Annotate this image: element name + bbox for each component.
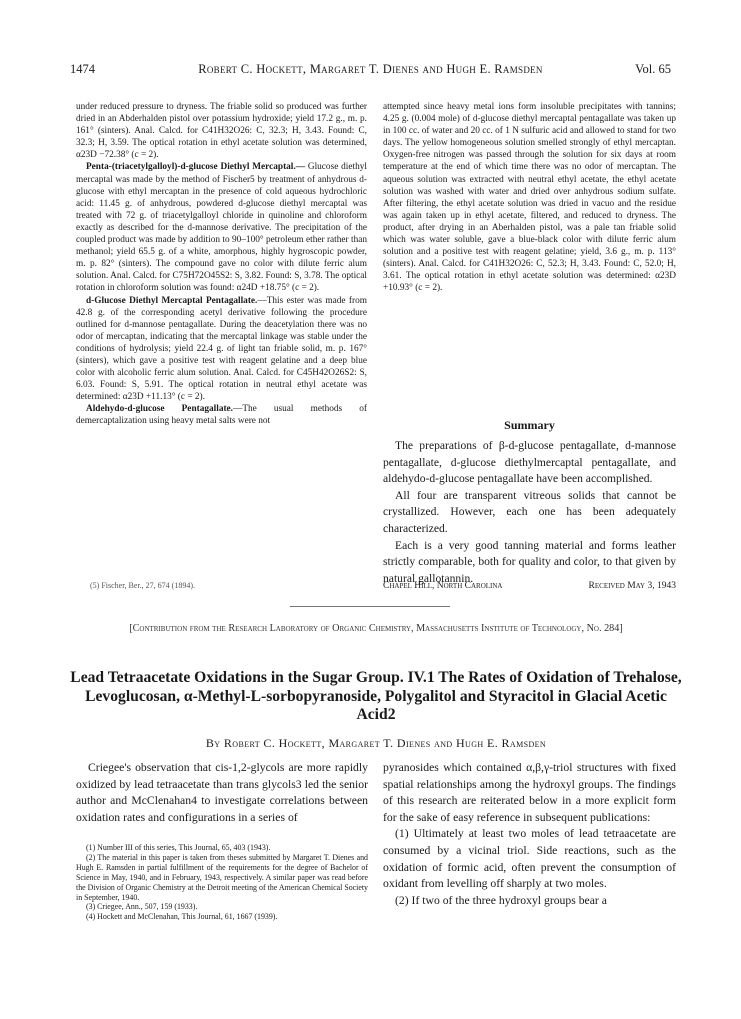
- footnote: (1) Number III of this series, This Journal, 65, 403 (1943).: [86, 843, 271, 852]
- paragraph-text: Glucose diethyl mercaptal was made by the method of Fischer5 by treatment of anhydrous d-glucose with ethyl mercaptan in the presence of cold aqueous hydrochloric acid: 11.45 g. of anhydrous, powdered d-glucose diethyl mercaptal was treated with 72 g. of triacetylgalloyl chloride in quinoline and chloroform exactly as described for the d-mannose derivative. The precipitation of the coupled product was made by addition to 90–100° petroleum ether rather than methanol; yield 65.5 g. of a white, amorphous, highly hygroscopic powder, m. p. 82° (sinters). The compound gave no color with dilute ferric alum solution. Anal. Calcd. for C75H72O45S2: S, 3.82. Found: S, 3.78. The optical rotation in chloroform solution was found: α24D +18.75° (c = 2).: [76, 162, 367, 294]
- running-authors: Robert C. Hockett, Margaret T. Dienes and Hugh E. Ramsden: [198, 62, 543, 76]
- summary-paragraph: All four are transparent vitreous solids that cannot be crystallized. However, each one has been adequately characterized.: [383, 488, 676, 535]
- running-header: [70, 62, 671, 78]
- left-column-top: [76, 101, 367, 428]
- section-heading: Penta-(triacetylgalloyl)-d-glucose Diethyl Mercaptal.—: [86, 162, 306, 173]
- right-column-top: [383, 101, 676, 295]
- volume-label: Vol. 65: [635, 62, 671, 76]
- paragraph: [76, 295, 367, 404]
- footnote: (5) Fischer, Ber., 27, 674 (1894).: [90, 581, 195, 590]
- paragraph: [76, 161, 367, 294]
- paragraph-text: —The usual methods of demercaptalization using heavy metal salts were not: [76, 404, 367, 427]
- footnote: (4) Hockett and McClenahan, This Journal, 61, 1667 (1939).: [86, 912, 278, 922]
- body-right-column: [383, 760, 676, 909]
- paragraph: (1) Ultimately at least two moles of lead tetraacetate are consumed by a vicinal triol. Side reactions, such as the oxidation of formic acid, often prevent the consumption of oxidant from levelling off sharply at two moles.: [383, 827, 676, 891]
- summary-heading: Summary: [504, 418, 555, 432]
- paragraph: (2) If two of the three hydroxyl groups bear a: [395, 893, 607, 907]
- footnote: (2) The material in this paper is taken from theses submitted by Margaret T. Dienes and Hugh E. Ramsden in partial fulfillment of the requirements for the degree of Bachelor of Science in May, 1940, and in February, 1943, respectively. A similar paper was read before the Division of Organic Chemistry at the Detroit meeting of the American Chemical Society in September, 1940.: [76, 852, 368, 902]
- summary-section: [383, 438, 676, 587]
- body-left-column: [76, 760, 368, 826]
- paragraph: attempted since heavy metal ions form insoluble precipitates with tannins; 4.25 g. (0.004 mole) of d-glucose diethyl mercaptal pentagallate was taken up in 100 cc. of water and 20 cc. of 1 N sulfuric acid and allowed to stand for two days. The yellow homogeneous solution smelled strongly of ethyl mercaptan. Oxygen-free nitrogen was passed through the solution for six days at room temperature at the end of which time there was no odor of mercaptan. The aqueous solution was extracted with neutral ethyl acetate, the ethyl acetate solution was washed with water and dried over anhydrous sodium sulfate. After filtering, the ethyl acetate solution was dried in vacuo and the residue was again taken up in ethyl acetate, filtered, and reduced to dryness. The product, after drying in an Aberhalden pistol, was a pale tan friable solid which was water soluble, gave a blue-black color with dilute ferric alum solution and a positive test with reagent gelatine; yield, 3.6 g., m. p. 113° (sinters). Anal. Calcd. for C41H32O26: C, 52.3; H, 3.43. Found: C, 52.0; H, 3.61. The optical rotation in ethyl acetate solution was determined: α23D +10.93° (c = 2).: [383, 102, 676, 294]
- received-date: Received May 3, 1943: [588, 581, 676, 591]
- section-heading: Aldehydo-d-glucose Pentagallate.: [86, 404, 234, 415]
- summary-paragraph: The preparations of β-d-glucose pentagallate, d-mannose pentagallate, d-glucose diethylmercaptal pentagallate, and aldehydo-d-glucose pentagallate have been accomplished.: [383, 439, 676, 486]
- paragraph: Criegee's observation that cis-1,2-glycols are more rapidly oxidized by lead tetraacetate than trans glycols3 led the senior author and McClenahan4 to investigate correlations between oxidation rates and configurations in a series of: [76, 761, 368, 824]
- place: Chapel Hill, North Carolina: [383, 581, 503, 591]
- paragraph: under reduced pressure to dryness. The friable solid so produced was further dried in an Abderhalden pistol over potassium hydroxide; yield 17.2 g., m. p. 161° (sinters). Anal. Calcd. for C41H32O26: C, 32.3; H, 3.43. Found: C, 32.3; H, 3.59. The optical rotation in ethyl acetate solution was determined, α23D −72.38° (c = 2).: [76, 102, 367, 161]
- footnote: (3) Criegee, Ann., 507, 159 (1933).: [86, 902, 198, 912]
- footnotes: [76, 843, 368, 922]
- article-title: Lead Tetraacetate Oxidations in the Sugar Group. IV.1 The Rates of Oxidation of Trehalose, Levoglucosan, α-Methyl-L-sorbopyranoside, Polygalitol and Styracitol in Glacial Acetic Acid2: [70, 669, 682, 723]
- paragraph-text: —This ester was made from 42.8 g. of the corresponding acetyl derivative following the procedure outlined for d-mannose pentagallate. During the deacetylation there was no odor of mercaptan, indicating that the mercaptal linkage was stable under the conditions of hydrolysis; yield 22.4 g. of light tan friable solid, m. p. 167° (sinters), which gave a positive test with reagent gelatine and a deep blue color with alcoholic ferric alum solution. Anal. Calcd. for C45H42O26S2: S, 6.03. Found: S, 5.91. The optical rotation in neutral ethyl acetate was determined: α23D +11.13° (c = 2).: [76, 295, 367, 403]
- contribution-note: [Contribution from the Research Laboratory of Organic Chemistry, Massachusetts Institute of Technology, No. 284]: [129, 623, 623, 634]
- page-number: 1474: [70, 62, 95, 76]
- paragraph: pyranosides which contained α,β,γ-triol structures with fixed spatial relationships among the hydroxyl groups. The findings of this research are reiterated below in a more explicit form for the sake of easy reference in subsequent publications:: [383, 761, 676, 824]
- byline: By Robert C. Hockett, Margaret T. Dienes and Hugh E. Ramsden: [205, 736, 547, 750]
- divider: [290, 606, 450, 607]
- section-heading: d-Glucose Diethyl Mercaptal Pentagallate.: [86, 295, 258, 306]
- summary-paragraph: Each is a very good tanning material and forms leather strictly comparable, both for quality and color, to that given by natural gallotannin.: [383, 538, 676, 585]
- paragraph: [76, 403, 367, 427]
